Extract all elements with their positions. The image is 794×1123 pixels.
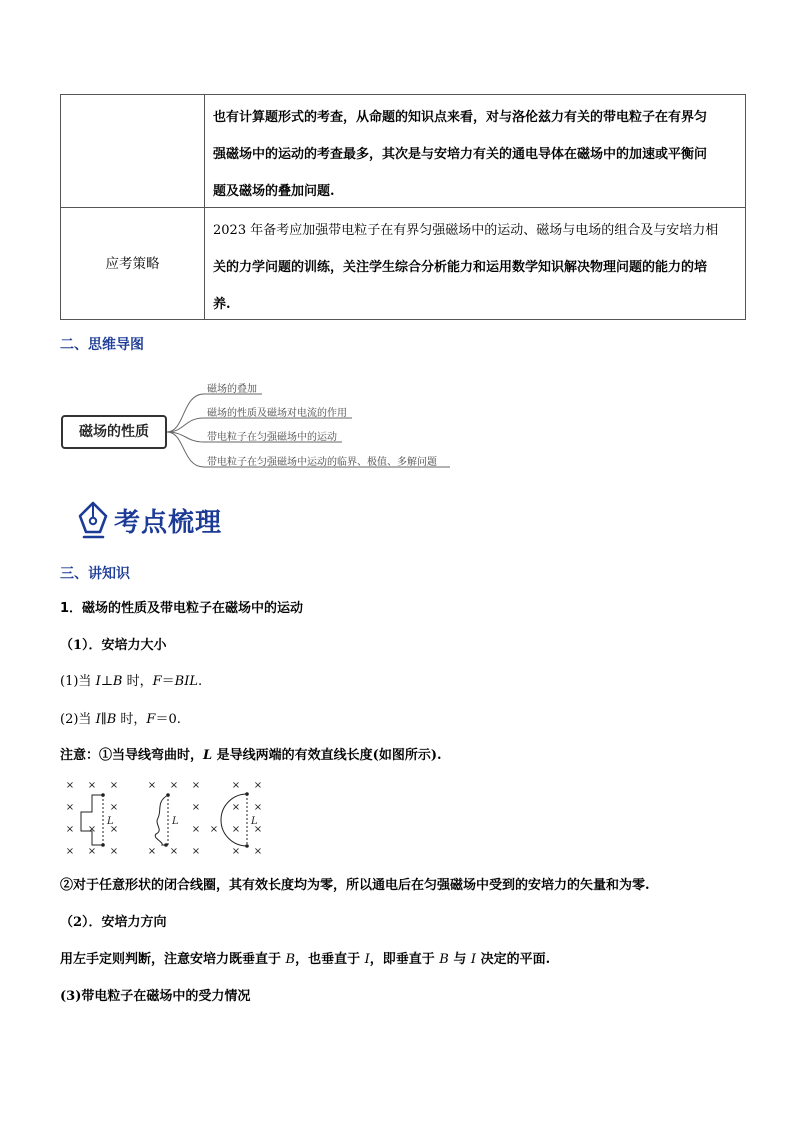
math-var: BIL <box>174 674 198 689</box>
paragraph <box>60 948 550 967</box>
table-line: 也有计算题形式的考查，从命题的知识点来看，对与洛伦兹力有关的带电粒子在有界匀 <box>213 110 708 125</box>
table-line: 关的力学问题的训练，关注学生综合分析能力和运用数学知识解决物理问题的能力的培 <box>213 260 708 275</box>
paragraph: 1．磁场的性质及带电粒子在磁场中的运动 <box>60 601 304 616</box>
math-var: I <box>470 952 477 967</box>
table-line: 养. <box>213 297 231 312</box>
text-run: ＝ <box>161 674 175 689</box>
cross-mark: × <box>109 802 119 813</box>
paragraph: (3)带电粒子在磁场中的受力情况 <box>60 989 251 1004</box>
cross-mark: × <box>191 780 201 791</box>
mindmap-item: 磁场的叠加 <box>207 384 257 395</box>
cross-mark: × <box>147 780 157 791</box>
text-run: 决定的平面. <box>476 952 551 967</box>
paragraph <box>60 708 181 727</box>
cross-mark: × <box>231 780 241 791</box>
text-run: (2)当 <box>60 712 96 727</box>
math-var: I <box>364 952 370 967</box>
text-run: 与 <box>448 952 471 967</box>
cross-mark: × <box>169 780 179 791</box>
cross-mark: × <box>147 846 157 857</box>
cross-mark: × <box>191 824 201 835</box>
text-run: ，也垂直于 <box>295 952 365 967</box>
math-var: I∥B <box>95 712 117 727</box>
paragraph: （2）．安培力方向 <box>60 915 167 930</box>
math-var: B <box>439 952 449 967</box>
cross-mark: × <box>87 780 97 791</box>
cross-mark: × <box>191 846 201 857</box>
cross-mark: × <box>65 846 75 857</box>
section-heading-knowledge: 三、讲知识 <box>60 566 130 582</box>
cross-mark: × <box>65 802 75 813</box>
cross-mark: × <box>109 780 119 791</box>
cross-mark: × <box>109 824 119 835</box>
paragraph: （1）．安培力大小 <box>60 638 167 653</box>
section-heading-mindmap: 二、思维导图 <box>60 337 144 353</box>
mindmap-item: 磁场的性质及磁场对电流的作用 <box>207 408 347 419</box>
cross-mark: × <box>253 802 263 813</box>
text-run: 用左手定则判断，注意安培力既垂直于 <box>60 952 286 967</box>
cross-mark: × <box>169 846 179 857</box>
cross-mark: × <box>87 824 97 835</box>
cross-mark: × <box>231 824 241 835</box>
cross-mark: × <box>253 824 263 835</box>
text-run: ＝0. <box>155 712 181 727</box>
cross-mark: × <box>231 802 241 813</box>
text-run: 时， <box>116 712 147 727</box>
text-run: . <box>198 674 203 689</box>
cross-mark: × <box>87 846 97 857</box>
mindmap-item: 带电粒子在匀强磁场中运动的临界、极值、多解问题 <box>207 457 437 468</box>
text-run: (1)当 <box>60 674 96 689</box>
length-label: L <box>251 816 258 827</box>
cross-mark: × <box>109 846 119 857</box>
text-run: ，即垂直于 <box>369 952 440 967</box>
cross-mark: × <box>209 824 219 835</box>
pen-nib-icon <box>76 500 110 540</box>
paragraph <box>60 670 202 689</box>
cross-mark: × <box>231 846 241 857</box>
cross-mark: × <box>253 846 263 857</box>
cross-mark: × <box>191 802 201 813</box>
math-var: F <box>152 674 162 689</box>
table-line: 强磁场中的运动的考查最多，其次是与安培力有关的通电导体在磁场中的加速或平衡问 <box>213 147 708 162</box>
text-run: 注意：①当导线弯曲时， <box>60 748 204 763</box>
paragraph: ②对于任意形状的闭合线圈，其有效长度均为零，所以通电后在匀强磁场中受到的安培力的矢量和为零. <box>60 878 650 893</box>
table-line: 题及磁场的叠加问题. <box>213 184 335 199</box>
math-var: F <box>146 712 156 727</box>
math-var: I⊥B <box>95 674 123 689</box>
mindmap-item: 带电粒子在匀强磁场中的运动 <box>207 432 337 443</box>
cross-mark: × <box>65 824 75 835</box>
cross-mark: × <box>65 780 75 791</box>
math-var: B <box>285 952 296 967</box>
text-run: 是导线两端的有效直线长度(如图所示). <box>212 748 442 763</box>
paragraph <box>60 744 442 763</box>
table-line: 2023 年备考应加强带电粒子在有界匀强磁场中的运动、磁场与电场的组合及与安培力相 <box>213 223 719 238</box>
table-label-text: 应考策略 <box>105 256 160 272</box>
mindmap-root: 磁场的性质 <box>61 415 167 449</box>
cross-mark: × <box>253 780 263 791</box>
math-var: L <box>203 748 213 763</box>
banner-title: 考点梳理 <box>114 508 223 538</box>
effective-length-diagram <box>60 778 280 860</box>
text-run: 时， <box>122 674 153 689</box>
length-label: L <box>107 816 114 827</box>
length-label: L <box>172 816 179 827</box>
